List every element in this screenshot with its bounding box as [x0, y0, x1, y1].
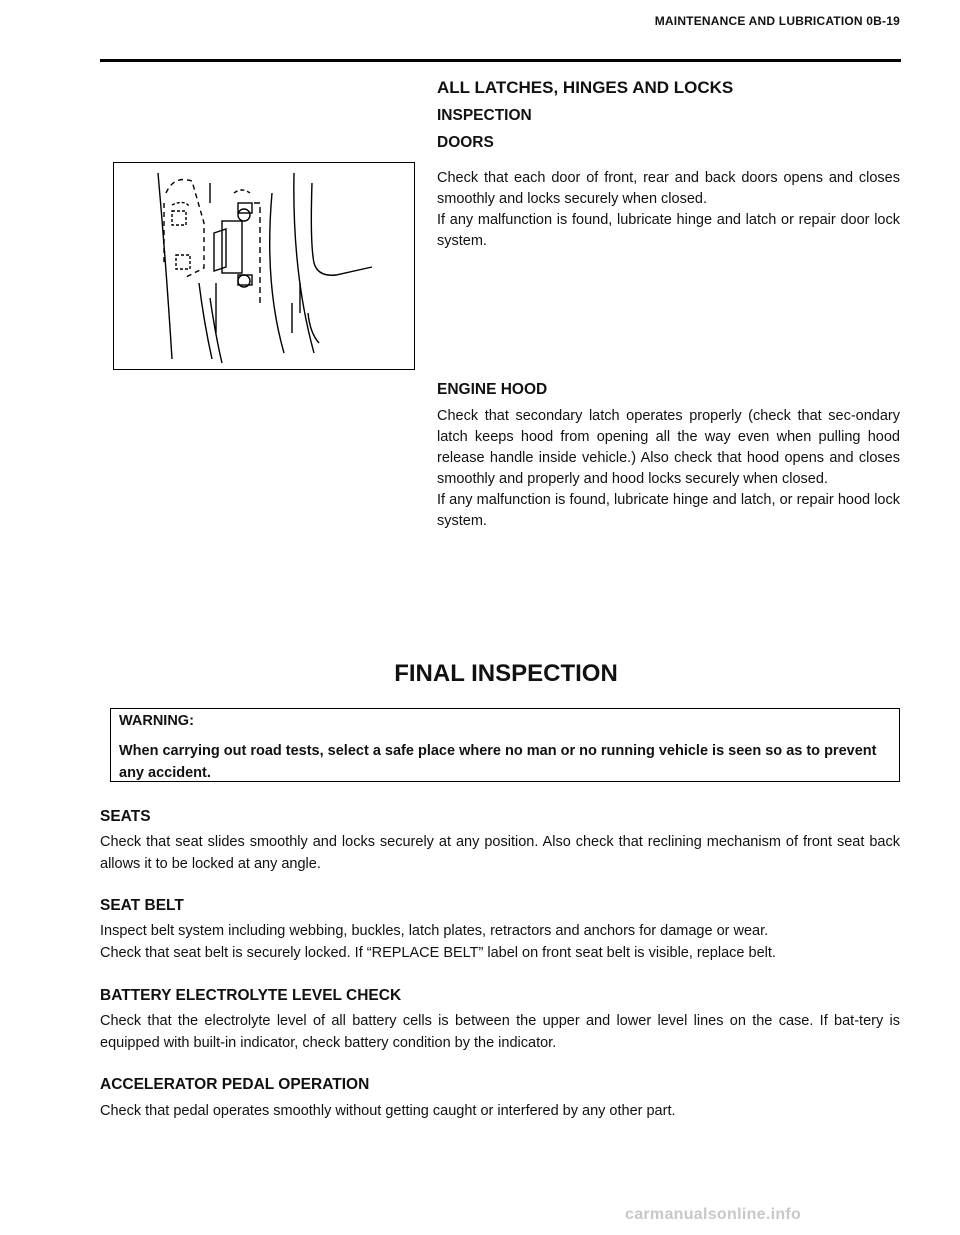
running-header: MAINTENANCE AND LUBRICATION 0B-19: [654, 14, 900, 28]
header-rule: [100, 59, 901, 62]
seat-belt-text-2: Check that seat belt is securely locked. If “REPLACE BELT” label on front seat belt is visible, replace belt.: [100, 945, 776, 961]
warning-text: When carrying out road tests, select a safe place where no man or no running vehicle is seen so as to prevent any accident.: [119, 743, 877, 781]
engine-hood-heading: ENGINE HOOD: [437, 381, 548, 398]
watermark: carmanualsonline.info: [625, 1206, 802, 1223]
pedal-paragraph: [100, 1100, 900, 1122]
battery-text: Check that the electrolyte level of all battery cells is between the upper and lower level lines on the case. If bat-tery is equipped with built-in indicator, check battery condition by the indicator.: [100, 1013, 900, 1051]
doors-text-1: Check that each door of front, rear and back doors opens and closes smoothly and locks securely when closed.: [437, 170, 900, 207]
doors-heading: DOORS: [437, 134, 494, 151]
inspection-heading: INSPECTION: [437, 107, 532, 124]
pedal-text: Check that pedal operates smoothly without getting caught or interfered by any other part.: [100, 1103, 676, 1119]
battery-paragraph: [100, 1010, 900, 1054]
engine-hood-text-2: If any malfunction is found, lubricate hinge and latch, or repair hood lock system.: [437, 492, 900, 529]
engine-hood-paragraph: [437, 406, 900, 532]
warning-label: WARNING:: [119, 713, 194, 729]
doors-paragraph: [437, 168, 900, 252]
final-inspection-title: FINAL INSPECTION: [394, 660, 618, 687]
seats-paragraph: [100, 831, 900, 875]
door-hinge-figure: [113, 162, 415, 370]
seat-belt-heading: SEAT BELT: [100, 897, 184, 914]
seat-belt-text-1: Inspect belt system including webbing, buckles, latch plates, retractors and anchors for damage or wear.: [100, 923, 769, 939]
section-title-latches: ALL LATCHES, HINGES AND LOCKS: [437, 78, 734, 97]
seat-belt-paragraph: [100, 920, 900, 964]
warning-box: [110, 708, 900, 782]
seats-text: Check that seat slides smoothly and locks securely at any position. Also check that reclining mechanism of front seat back allows it to be locked at any angle.: [100, 834, 900, 872]
door-hinge-illustration: [114, 163, 414, 369]
seats-heading: SEATS: [100, 808, 151, 825]
pedal-heading: ACCELERATOR PEDAL OPERATION: [100, 1076, 370, 1093]
engine-hood-text-1: Check that secondary latch operates properly (check that sec-ondary latch keeps hood from opening all the way even when pulling hood release handle inside vehicle.) Also check that hood opens and closes smoothly and properly and hood locks securely when closed.: [437, 408, 900, 487]
battery-heading: BATTERY ELECTROLYTE LEVEL CHECK: [100, 987, 402, 1004]
doors-text-2: If any malfunction is found, lubricate hinge and latch or repair door lock system.: [437, 212, 900, 249]
